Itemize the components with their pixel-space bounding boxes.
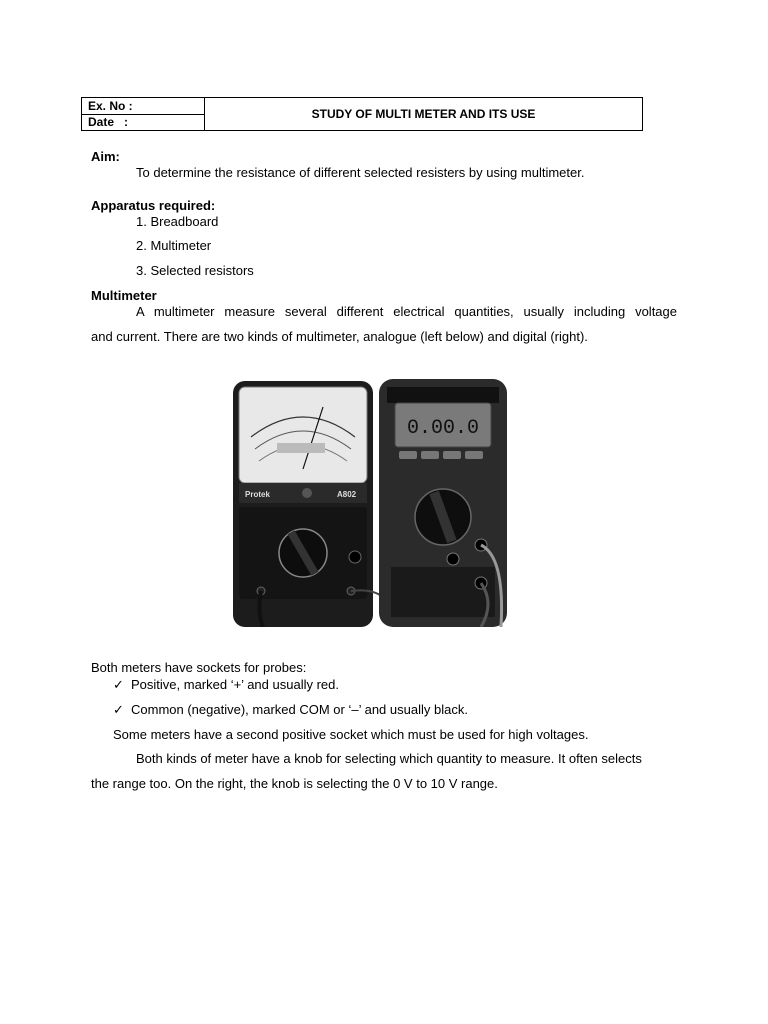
- multimeters-illustration: [231, 377, 515, 627]
- aim-text: To determine the resistance of different selected resisters by using multimeter.: [136, 165, 585, 180]
- apparatus-item: 3. Selected resistors: [136, 263, 254, 278]
- checkmark-icon: ✓: [113, 702, 124, 717]
- probes-intro: Both meters have sockets for probes:: [91, 660, 307, 675]
- apparatus-heading: Apparatus required:: [91, 198, 216, 213]
- multimeter-heading: Multimeter: [91, 288, 157, 303]
- apparatus-item: 2. Multimeter: [136, 238, 212, 253]
- multimeter-paragraph-line: A multimeter measure several different electrical quantities, usually including voltage: [136, 304, 677, 319]
- probe-bullet-text: Positive, marked ‘+’ and usually red.: [131, 677, 339, 692]
- checkmark-icon: ✓: [113, 677, 124, 692]
- ex-no-label: Ex. No :: [88, 98, 133, 113]
- probe-bullet: [113, 677, 339, 693]
- multimeter-paragraph-line: and current. There are two kinds of multimeter, analogue (left below) and digital (right).: [91, 329, 588, 344]
- analogue-model-label: A802: [337, 490, 357, 499]
- exercise-header-table: [81, 97, 643, 131]
- header-left-column: [82, 98, 205, 130]
- aim-heading: Aim:: [91, 149, 120, 164]
- probe-bullet: [113, 702, 468, 718]
- multimeters-photo: [231, 377, 515, 627]
- document-title: STUDY OF MULTI METER AND ITS USE: [311, 107, 536, 121]
- digital-display-reading: 0.00.0: [406, 417, 480, 440]
- date-label: Date :: [82, 114, 204, 131]
- apparatus-item: 1. Breadboard: [136, 214, 219, 229]
- analogue-brand-label: Protek: [245, 490, 270, 499]
- knob-paragraph-line: the range too. On the right, the knob is selecting the 0 V to 10 V range.: [91, 776, 498, 791]
- second-socket-text: Some meters have a second positive socket which must be used for high voltages.: [113, 727, 589, 742]
- knob-paragraph-line: Both kinds of meter have a knob for selecting which quantity to measure. It often selects: [136, 751, 642, 766]
- probe-bullet-text: Common (negative), marked COM or ‘–’ and usually black.: [131, 702, 468, 717]
